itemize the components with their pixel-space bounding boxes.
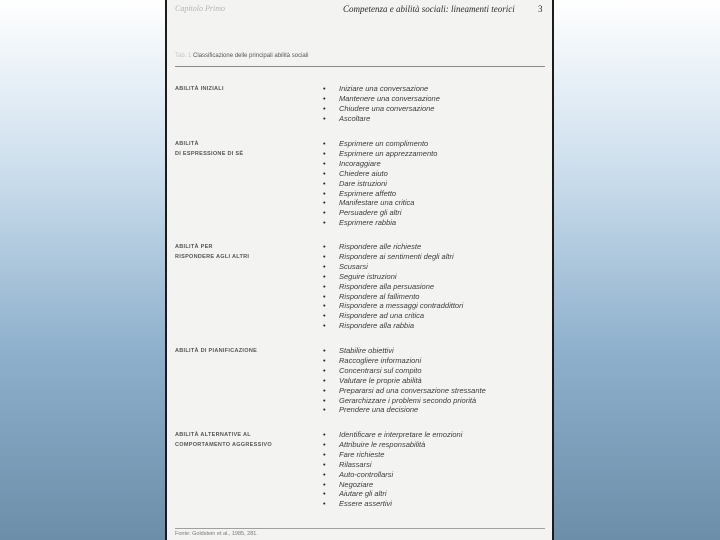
table-top-rule: [175, 66, 545, 67]
category-label: [175, 139, 243, 159]
list-item: • Esprimere un complimento: [323, 139, 437, 149]
list-item: • Raccogliere informazioni: [323, 356, 486, 366]
list-item: • Rispondere alle richieste: [323, 242, 463, 252]
list-item: • Esprimere un apprezzamento: [323, 149, 437, 159]
skill-list: [323, 242, 463, 331]
list-item: • Esprimere affetto: [323, 189, 437, 199]
source-footnote: Fonte: Goldstein et al., 1985, 281.: [175, 531, 258, 537]
list-item: • Prendere una decisione: [323, 405, 486, 415]
list-item: • Dare istruzioni: [323, 179, 437, 189]
list-item: • Rispondere al fallimento: [323, 292, 463, 302]
list-item: • Rispondere alla persuasione: [323, 282, 463, 292]
list-item: • Attribuire le responsabilità: [323, 440, 462, 450]
running-header-title: Competenza e abilità sociali: lineamenti teorici: [343, 4, 515, 14]
category-line: ABILITÀ ALTERNATIVE AL: [175, 432, 251, 438]
list-item: • Iniziare una conversazione: [323, 84, 440, 94]
list-item: • Valutare le proprie abilità: [323, 376, 486, 386]
category-line: COMPORTAMENTO AGGRESSIVO: [175, 442, 272, 448]
category-line: RISPONDERE AGLI ALTRI: [175, 254, 250, 260]
list-item: • Seguire istruzioni: [323, 272, 463, 282]
category-line: ABILITÀ DI PIANIFICAZIONE: [175, 348, 258, 354]
category-label: [175, 346, 257, 356]
category-label: [175, 430, 272, 450]
table-caption-text: Classificazione delle principali abilità sociali: [193, 53, 309, 59]
list-item: • Stabilire obiettivi: [323, 346, 486, 356]
list-item: • Persuadere gli altri: [323, 208, 437, 218]
category-line: ABILITÀ PER: [175, 244, 213, 250]
document-page: [165, 0, 554, 540]
list-item: • Scusarsi: [323, 262, 463, 272]
skill-list: [323, 139, 437, 228]
list-item: • Esprimere rabbia: [323, 218, 437, 228]
table-bottom-rule: [175, 528, 545, 529]
list-item: • Incoraggiare: [323, 159, 437, 169]
list-item: • Chiedere aiuto: [323, 169, 437, 179]
skill-list: [323, 346, 486, 415]
table-caption: [175, 53, 308, 59]
category-label: [175, 242, 249, 262]
list-item: • Concentrarsi sul compito: [323, 366, 486, 376]
list-item: • Mantenere una conversazione: [323, 94, 440, 104]
list-item: • Rispondere ai sentimenti degli altri: [323, 252, 463, 262]
list-item: • Negoziare: [323, 480, 462, 490]
list-item: • Fare richieste: [323, 450, 462, 460]
list-item: • Rispondere a messaggi contraddittori: [323, 301, 463, 311]
list-item: • Auto-controllarsi: [323, 470, 462, 480]
table-tag: Tab. 1: [175, 53, 192, 59]
list-item: • Chiudere una conversazione: [323, 104, 440, 114]
list-item: • Identificare e interpretare le emozioni: [323, 430, 462, 440]
skill-list: [323, 430, 462, 509]
list-item: • Prepararsi ad una conversazione stressante: [323, 386, 486, 396]
skill-list: [323, 84, 440, 124]
category-label: [175, 84, 224, 94]
page-number: 3: [538, 4, 543, 14]
list-item: • Rispondere alla rabbia: [323, 321, 463, 331]
list-item: • Gerarchizzare i problemi secondo priorità: [323, 396, 486, 406]
list-item: • Manifestare una critica: [323, 198, 437, 208]
list-item: • Essere assertivi: [323, 499, 462, 509]
chapter-title: Capitolo Primo: [175, 4, 226, 13]
category-line: DI ESPRESSIONE DI SÉ: [175, 151, 244, 157]
list-item: • Rispondere ad una critica: [323, 311, 463, 321]
category-line: ABILITÀ: [175, 141, 199, 147]
category-line: ABILITÀ INIZIALI: [175, 86, 224, 92]
list-item: • Ascoltare: [323, 114, 440, 124]
list-item: • Rilassarsi: [323, 460, 462, 470]
list-item: • Aiutare gli altri: [323, 489, 462, 499]
